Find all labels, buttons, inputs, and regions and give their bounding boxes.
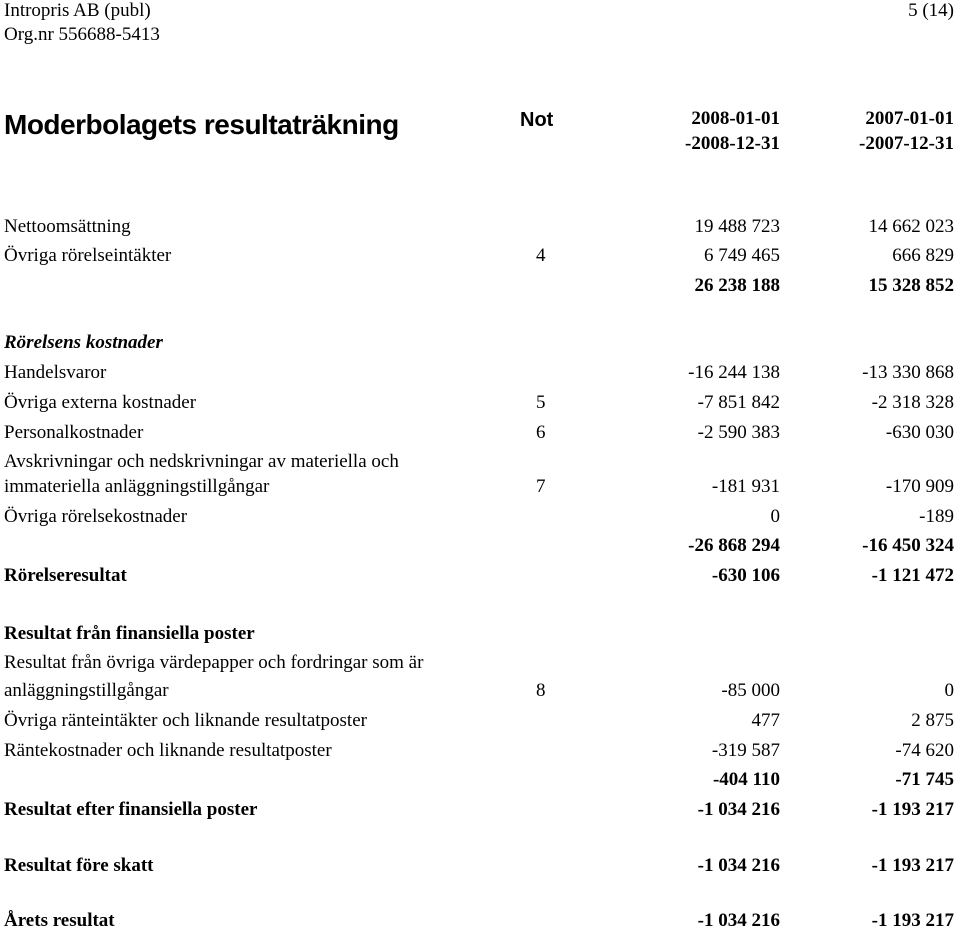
page-number: 5 (14) bbox=[908, 0, 954, 21]
subtotal-value-2007: 15 328 852 bbox=[868, 275, 954, 296]
subtotal-value-2008: -26 868 294 bbox=[688, 535, 780, 556]
row-label: Övriga rörelseintäkter bbox=[4, 245, 172, 266]
subtotal-value-2007: -16 450 324 bbox=[862, 535, 954, 556]
note-column-header: Not bbox=[520, 109, 554, 131]
row-value-2007: -13 330 868 bbox=[862, 362, 954, 383]
result-before-tax-2008: -1 034 216 bbox=[697, 855, 780, 876]
row-note: 4 bbox=[536, 245, 546, 266]
period-2008-start: 2008-01-01 bbox=[691, 108, 780, 129]
row-note: 5 bbox=[536, 392, 546, 413]
net-result-2008: -1 034 216 bbox=[697, 910, 780, 931]
row-value-2008: -2 590 383 bbox=[697, 422, 780, 443]
row-label: Övriga rörelsekostnader bbox=[4, 506, 188, 527]
row-value-2008: -181 931 bbox=[711, 476, 780, 497]
net-result-label: Årets resultat bbox=[4, 910, 115, 931]
result-before-tax-label: Resultat före skatt bbox=[4, 855, 154, 876]
period-2007-start: 2007-01-01 bbox=[865, 108, 954, 129]
row-value-2008: 0 bbox=[770, 506, 780, 527]
row-value-2008: -16 244 138 bbox=[688, 362, 780, 383]
result-after-financial-label: Resultat efter finansiella poster bbox=[4, 799, 258, 820]
company-name: Intropris AB (publ) bbox=[4, 0, 151, 21]
statement-title: Moderbolagets resultaträkning bbox=[4, 109, 399, 140]
row-label: Handelsvaror bbox=[4, 362, 107, 383]
section-heading: Rörelsens kostnader bbox=[4, 332, 163, 353]
row-value-2008: 6 749 465 bbox=[704, 245, 780, 266]
row-label: Resultat från övriga värdepapper och fordringar som är bbox=[4, 652, 424, 673]
row-value-2008: -85 000 bbox=[721, 680, 780, 701]
subtotal-value-2007: -71 745 bbox=[895, 769, 954, 790]
result-before-tax-2007: -1 193 217 bbox=[871, 855, 954, 876]
row-value-2008: 19 488 723 bbox=[694, 216, 780, 237]
org-number: Org.nr 556688-5413 bbox=[4, 24, 160, 45]
row-value-2007: -74 620 bbox=[895, 740, 954, 761]
row-value-2008: -319 587 bbox=[711, 740, 780, 761]
row-note: 7 bbox=[536, 476, 546, 497]
row-value-2008: 477 bbox=[751, 710, 780, 731]
operating-result-2007: -1 121 472 bbox=[871, 565, 954, 586]
row-label: immateriella anläggningstillgångar bbox=[4, 476, 270, 497]
net-result-2007: -1 193 217 bbox=[871, 910, 954, 931]
row-value-2007: -630 030 bbox=[885, 422, 954, 443]
row-label: Nettoomsättning bbox=[4, 216, 131, 237]
row-note: 8 bbox=[536, 680, 546, 701]
row-label: Avskrivningar och nedskrivningar av materiella och bbox=[4, 451, 399, 472]
section-heading: Resultat från finansiella poster bbox=[4, 623, 255, 644]
row-value-2007: -170 909 bbox=[885, 476, 954, 497]
row-value-2007: 2 875 bbox=[911, 710, 954, 731]
operating-result-label: Rörelseresultat bbox=[4, 565, 127, 586]
row-label: Personalkostnader bbox=[4, 422, 144, 443]
row-label: Övriga ränteintäkter och liknande resultatposter bbox=[4, 710, 367, 731]
subtotal-value-2008: -404 110 bbox=[712, 769, 780, 790]
period-2008-end: -2008-12-31 bbox=[685, 133, 780, 154]
row-label: Räntekostnader och liknande resultatposter bbox=[4, 740, 332, 761]
row-value-2007: -2 318 328 bbox=[871, 392, 954, 413]
subtotal-value-2008: 26 238 188 bbox=[694, 275, 780, 296]
row-value-2007: -189 bbox=[919, 506, 954, 527]
row-value-2007: 14 662 023 bbox=[868, 216, 954, 237]
row-value-2008: -7 851 842 bbox=[697, 392, 780, 413]
row-value-2007: 666 829 bbox=[892, 245, 954, 266]
operating-result-2008: -630 106 bbox=[711, 565, 780, 586]
row-value-2007: 0 bbox=[944, 680, 954, 701]
row-note: 6 bbox=[536, 422, 546, 443]
result-after-financial-2007: -1 193 217 bbox=[871, 799, 954, 820]
row-label: Övriga externa kostnader bbox=[4, 392, 197, 413]
row-label: anläggningstillgångar bbox=[4, 680, 169, 701]
result-after-financial-2008: -1 034 216 bbox=[697, 799, 780, 820]
period-2007-end: -2007-12-31 bbox=[859, 133, 954, 154]
